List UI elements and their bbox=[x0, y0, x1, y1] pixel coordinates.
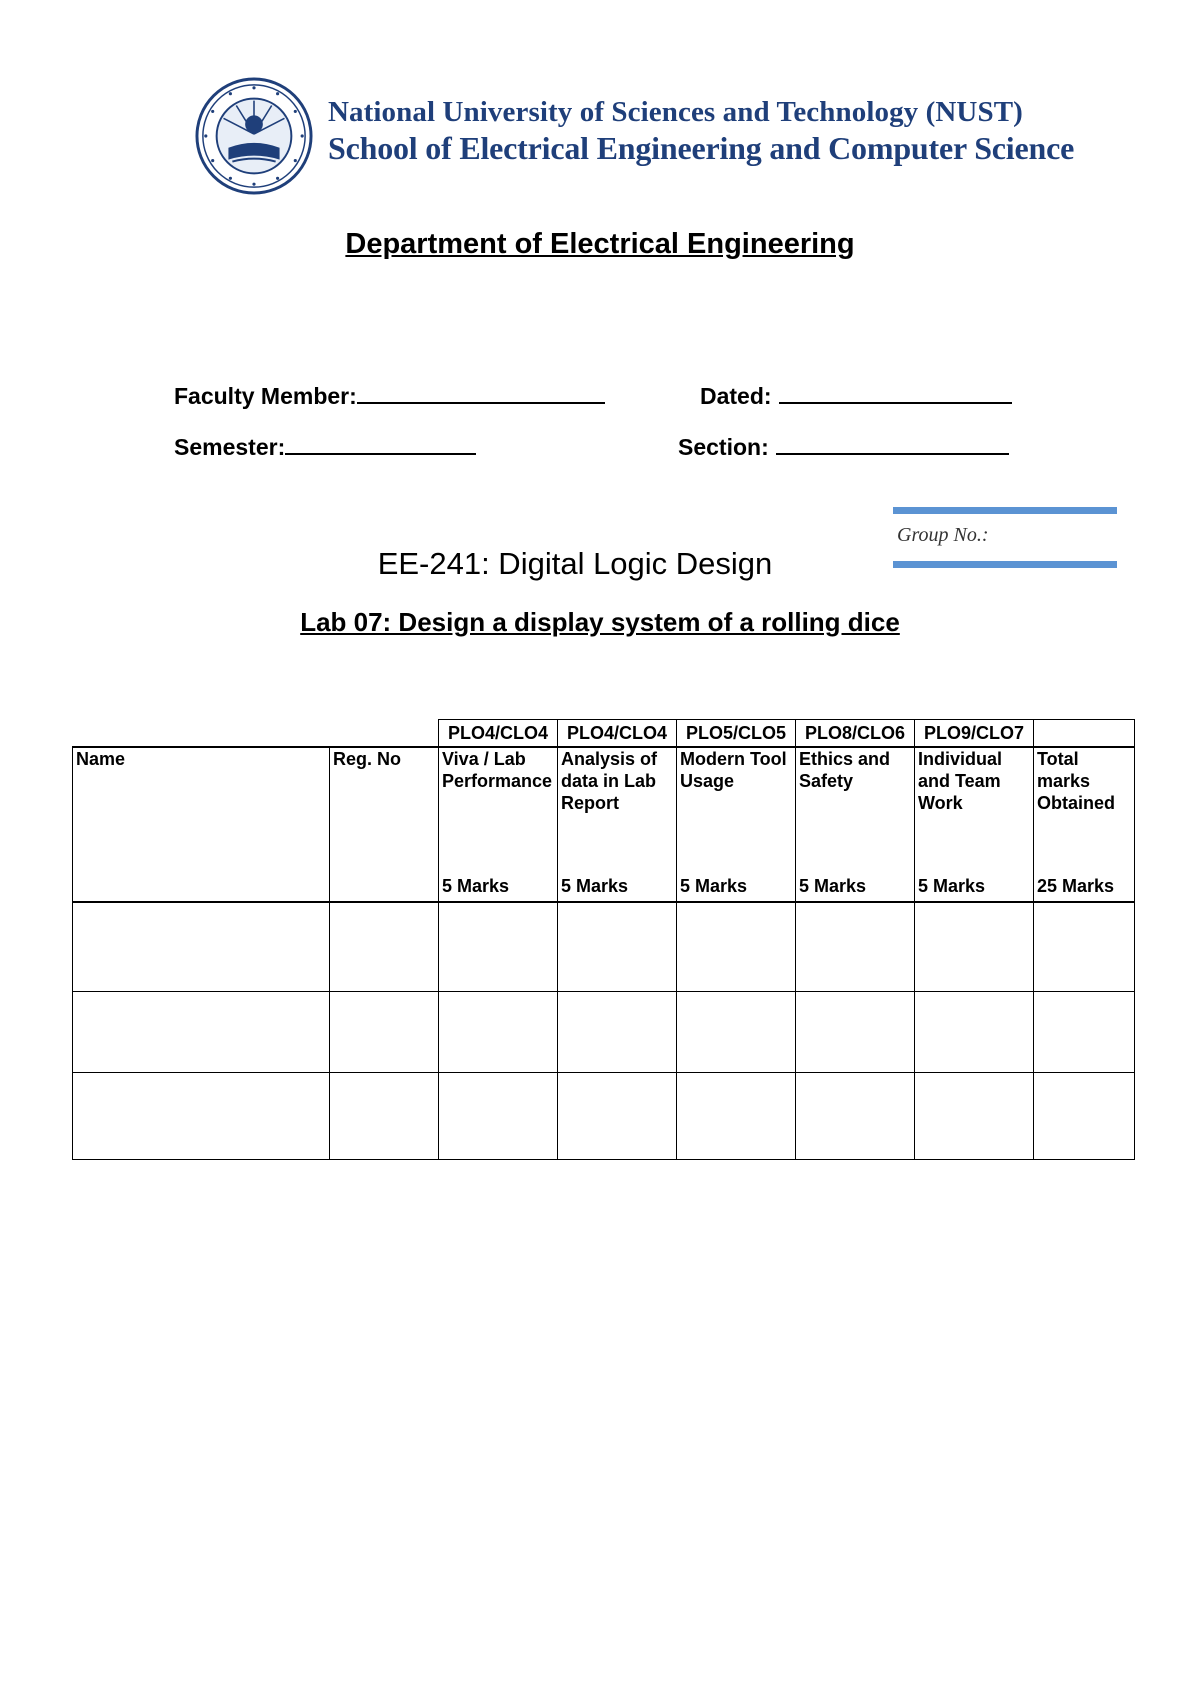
plo-cell: PLO4/CLO4 bbox=[439, 720, 558, 748]
dated-field[interactable] bbox=[700, 380, 1012, 410]
group-number-label: Group No.: bbox=[897, 524, 989, 546]
column-title: Total marks Obtained bbox=[1037, 749, 1116, 813]
reg-no-cell[interactable] bbox=[330, 992, 439, 1073]
plo-cell: PLO9/CLO7 bbox=[915, 720, 1034, 748]
dated-blank[interactable] bbox=[779, 380, 1012, 404]
marks-cell[interactable] bbox=[558, 992, 677, 1073]
column-title: Modern Tool Usage bbox=[680, 749, 787, 791]
plo-spacer bbox=[330, 720, 439, 748]
column-header bbox=[796, 747, 915, 902]
column-title: Individual and Team Work bbox=[918, 749, 1003, 813]
marks-cell[interactable] bbox=[796, 1073, 915, 1160]
column-title: Analysis of data in Lab Report bbox=[561, 749, 658, 813]
plo-cell: PLO8/CLO6 bbox=[796, 720, 915, 748]
table-row bbox=[73, 902, 1135, 992]
semester-blank[interactable] bbox=[285, 431, 476, 455]
faculty-member-field[interactable] bbox=[174, 380, 605, 410]
marks-cell[interactable] bbox=[677, 992, 796, 1073]
marks-table bbox=[72, 719, 1135, 1160]
school-name: School of Electrical Engineering and Computer Science bbox=[328, 130, 1075, 166]
lab-title: Lab 07: Design a display system of a rolling dice bbox=[300, 607, 900, 637]
total-cell[interactable] bbox=[1034, 1073, 1135, 1160]
table-row bbox=[73, 1073, 1135, 1160]
name-cell[interactable] bbox=[73, 992, 330, 1073]
marks-cell[interactable] bbox=[915, 1073, 1034, 1160]
plo-spacer bbox=[73, 720, 330, 748]
reg-no-cell[interactable] bbox=[330, 902, 439, 992]
section-label: Section: bbox=[678, 434, 769, 460]
reg-no-header: Reg. No bbox=[330, 747, 439, 902]
marks-cell[interactable] bbox=[915, 992, 1034, 1073]
column-header bbox=[558, 747, 677, 902]
faculty-member-label: Faculty Member: bbox=[174, 383, 357, 409]
marks-cell[interactable] bbox=[677, 902, 796, 992]
semester-field[interactable] bbox=[174, 431, 476, 461]
section-field[interactable] bbox=[678, 431, 1009, 461]
column-header bbox=[677, 747, 796, 902]
marks-cell[interactable] bbox=[796, 902, 915, 992]
marks-cell[interactable] bbox=[677, 1073, 796, 1160]
university-name: National University of Sciences and Technology (NUST) bbox=[328, 96, 1023, 128]
name-cell[interactable] bbox=[73, 902, 330, 992]
department-title: Department of Electrical Engineering bbox=[345, 228, 855, 260]
marks-cell[interactable] bbox=[439, 902, 558, 992]
plo-cell: PLO4/CLO4 bbox=[558, 720, 677, 748]
column-marks: 5 Marks bbox=[799, 876, 867, 896]
column-marks: 5 Marks bbox=[561, 876, 629, 896]
group-box-top-rule bbox=[893, 507, 1117, 514]
column-title: Viva / Lab Performance bbox=[442, 749, 553, 791]
marks-cell[interactable] bbox=[439, 1073, 558, 1160]
column-title: Ethics and Safety bbox=[799, 749, 891, 791]
column-header bbox=[1034, 747, 1135, 902]
name-cell[interactable] bbox=[73, 1073, 330, 1160]
column-marks: 5 Marks bbox=[680, 876, 748, 896]
plo-cell: PLO5/CLO5 bbox=[677, 720, 796, 748]
header-row bbox=[73, 747, 1135, 902]
semester-label: Semester: bbox=[174, 434, 286, 460]
marks-cell[interactable] bbox=[558, 1073, 677, 1160]
total-cell[interactable] bbox=[1034, 902, 1135, 992]
column-marks: 5 Marks bbox=[918, 876, 986, 896]
column-marks: 25 Marks bbox=[1037, 876, 1115, 896]
dated-label: Dated: bbox=[700, 383, 772, 409]
table-row bbox=[73, 992, 1135, 1073]
course-title: EE-241: Digital Logic Design bbox=[377, 546, 773, 581]
name-header: Name bbox=[73, 747, 330, 902]
faculty-member-blank[interactable] bbox=[357, 380, 605, 404]
section-blank[interactable] bbox=[776, 431, 1009, 455]
column-header bbox=[915, 747, 1034, 902]
nust-seal-logo bbox=[195, 77, 313, 195]
total-cell[interactable] bbox=[1034, 992, 1135, 1073]
marks-cell[interactable] bbox=[439, 992, 558, 1073]
column-marks: 5 Marks bbox=[442, 876, 510, 896]
marks-cell[interactable] bbox=[796, 992, 915, 1073]
column-header bbox=[439, 747, 558, 902]
plo-row bbox=[73, 720, 1135, 748]
reg-no-cell[interactable] bbox=[330, 1073, 439, 1160]
marks-cell[interactable] bbox=[558, 902, 677, 992]
marks-cell[interactable] bbox=[915, 902, 1034, 992]
plo-cell bbox=[1034, 720, 1135, 748]
